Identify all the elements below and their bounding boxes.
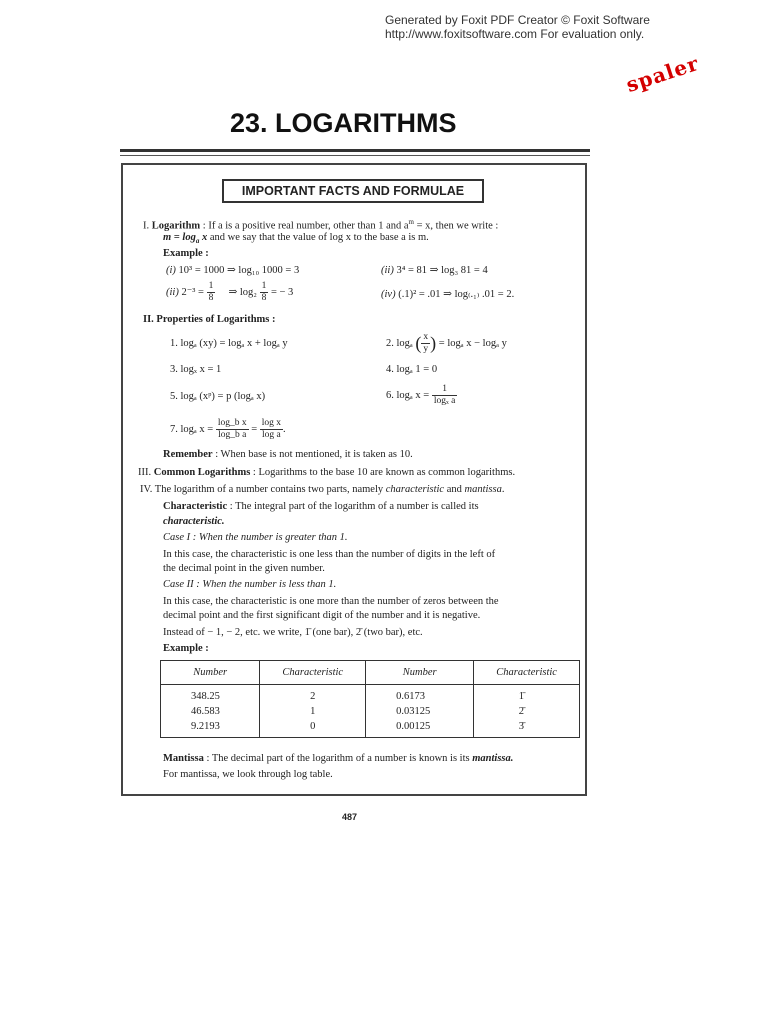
title-rule-thin [120,155,590,156]
characteristic-table [160,660,580,738]
table-cell: 0.03125 [366,704,474,719]
characteristic-label: Characteristic [163,501,228,512]
table-header: Characteristic [260,661,366,685]
definition-c: and we say that the value of log x to the base a is m. [207,232,429,243]
section-4-example-label: Example : [163,643,209,654]
mantissa-term: mantissa. [472,753,514,764]
property-1: 1. logₐ (xy) = logₐ x + logₐ y [170,338,288,349]
common-logarithms-term: Common Logarithms [153,467,251,478]
logarithm-term: Logarithm [151,220,201,232]
property-6-fraction [432,384,458,407]
section-3 [138,466,515,479]
table-row [161,704,580,719]
remember-text: : When base is not mentioned, it is taken as 10. [212,449,413,460]
section-4-l1b: characteristic [385,484,445,495]
property-7-num-2: log x [261,418,282,428]
example-iv [381,288,514,301]
example-i-label: (i) [166,265,176,276]
case-2-line-1: In this case, the characteristic is one more than the number of zeros between the [163,596,499,607]
table-cell: 2 [260,685,366,705]
case-1-line-2: the decimal point in the given number. [163,563,325,574]
example-iii [166,281,293,304]
property-3: 3. logₓ x = 1 [170,364,222,375]
example-iii-text-b: ⇒ log₂ [228,286,257,298]
example-ii-label: (ii) [381,265,394,276]
table-header: Number [366,661,474,685]
section-1-line-2 [163,231,429,248]
table-cell: 1̄ [474,685,580,705]
property-7 [170,418,286,441]
table-cell: 9.2193 [161,719,260,738]
section-4-l1c: and [444,484,465,495]
title-rule-thick [120,149,590,152]
example-iii-fraction [207,281,216,304]
property-7-fraction-1 [216,418,249,441]
property-7-den-1: log_b a [218,430,247,440]
example-ii [381,264,488,277]
property-6-den: logₓ a [433,396,456,406]
example-i [166,264,299,277]
example-iii-num-2: 1 [261,281,267,291]
section-4-line-1 [140,483,504,496]
characteristic-line [163,500,479,513]
example-ii-text: 3⁴ = 81 ⇒ log₃ 81 = 4 [396,265,488,276]
case-1-line-1: In this case, the characteristic is one less than the number of digits in the left of [163,549,496,560]
example-iii-den-2: 8 [261,293,267,303]
generator-notice [385,13,650,41]
table-cell: 46.583 [161,704,260,719]
section-1-sup: m [408,218,414,226]
property-7-eq: = [251,423,258,435]
generator-line-1: Generated by Foxit PDF Creator © Foxit Software [385,13,650,27]
property-6 [386,384,457,407]
property-2: 2. logₐ ( $\frac{x}{y}$ ) = logₐ x − logₐ y [386,332,507,354]
table-cell: 1 [260,704,366,719]
example-iii-fraction-2 [260,281,269,304]
section-1-text-1: : If a is a positive real number, other than 1 and a [200,220,409,232]
definition-a: m = log [163,232,196,243]
table-header-row [161,661,580,685]
property-4: 4. logₐ 1 = 0 [386,364,438,375]
property-7-end: . [283,423,286,435]
property-7-fraction-2 [260,418,283,441]
example-iii-num: 1 [208,281,214,291]
example-iv-text: (.1)² = .01 ⇒ log₍.₁₎ .01 = 2. [398,289,515,300]
property-5: 5. logₐ (xᵖ) = p (logₐ x) [170,391,266,402]
section-4-l1d: mantissa [464,484,502,495]
table-cell: 3̄ [474,719,580,738]
property-2-fraction [421,332,430,355]
table-cell: 0.6173 [366,685,474,705]
spaler-stamp: spaler [623,50,702,98]
definition-sub: a [195,237,200,246]
property-2-num: x [423,332,429,342]
property-7-a: 7. logₐ x = [170,423,214,435]
property-6-num: 1 [432,384,458,396]
characteristic-text: : The integral part of the logarithm of a number is called its [227,501,479,512]
section-4-l1e: . [501,484,505,495]
section-3-number: III. [138,467,152,478]
property-6-a: 6. logₐ x = [386,389,430,401]
mantissa-line-2: For mantissa, we look through log table. [163,769,333,780]
section-4-number: IV. [140,484,153,495]
remember-label: Remember [163,449,213,460]
table-cell: 348.25 [161,685,260,705]
example-iv-label: (iv) [381,289,396,300]
page-title: 23. LOGARITHMS [230,108,457,138]
table-cell: 0.00125 [366,719,474,738]
box-heading: IMPORTANT FACTS AND FORMULAE [222,179,484,203]
property-2-b: = logₐ x − logₐ y [438,337,507,349]
mantissa-text: : The decimal part of the logarithm of a number is known is its [203,753,473,764]
example-iii-den: 8 [208,293,214,303]
mantissa-line-1 [163,752,513,765]
section-1-example-label: Example : [163,248,209,259]
table-header: Number [161,661,260,685]
case-2-line-2: decimal point and the first significant digit of the number and it is negative. [163,610,481,621]
section-3-text: : Logarithms to the base 10 are known as common logarithms. [250,467,516,478]
property-2-a: 2. logₐ [386,337,413,349]
case-1-heading: Case I : When the number is greater than 1. [163,532,348,543]
example-iii-text-c: = − 3 [270,286,294,298]
remember-note [163,448,413,461]
section-4-l1a: The logarithm of a number contains two parts, namely [154,484,386,495]
table-cell: 2̄ [474,704,580,719]
table-row [161,685,580,705]
property-7-num-1: log_b x [217,418,247,428]
example-iii-text-a: 2⁻³ = [181,286,204,298]
table-header: Characteristic [474,661,580,685]
mantissa-label: Mantissa [163,753,204,764]
section-1-text-2: = x, then we write : [413,220,499,232]
section-2-heading: II. Properties of Logarithms : [143,314,276,325]
generator-line-2: http://www.foxitsoftware.com For evaluation only. [385,27,645,41]
property-7-den-2: log a [262,430,281,440]
instead-line: Instead of − 1, − 2, etc. we write, 1̄ (one bar), 2̄ (two bar), etc. [163,627,423,638]
definition-b: x [199,232,208,243]
property-2-den: y [423,344,429,354]
section-1-number: I. [143,220,150,232]
example-i-text: 10³ = 1000 ⇒ log₁₀ 1000 = 3 [178,265,300,276]
page-number: 487 [342,812,358,822]
characteristic-end: characteristic. [163,516,225,527]
table-row [161,719,580,738]
case-2-heading: Case II : When the number is less than 1. [163,579,337,590]
example-iii-label: (ii) [166,286,179,298]
table-cell: 0 [260,719,366,738]
